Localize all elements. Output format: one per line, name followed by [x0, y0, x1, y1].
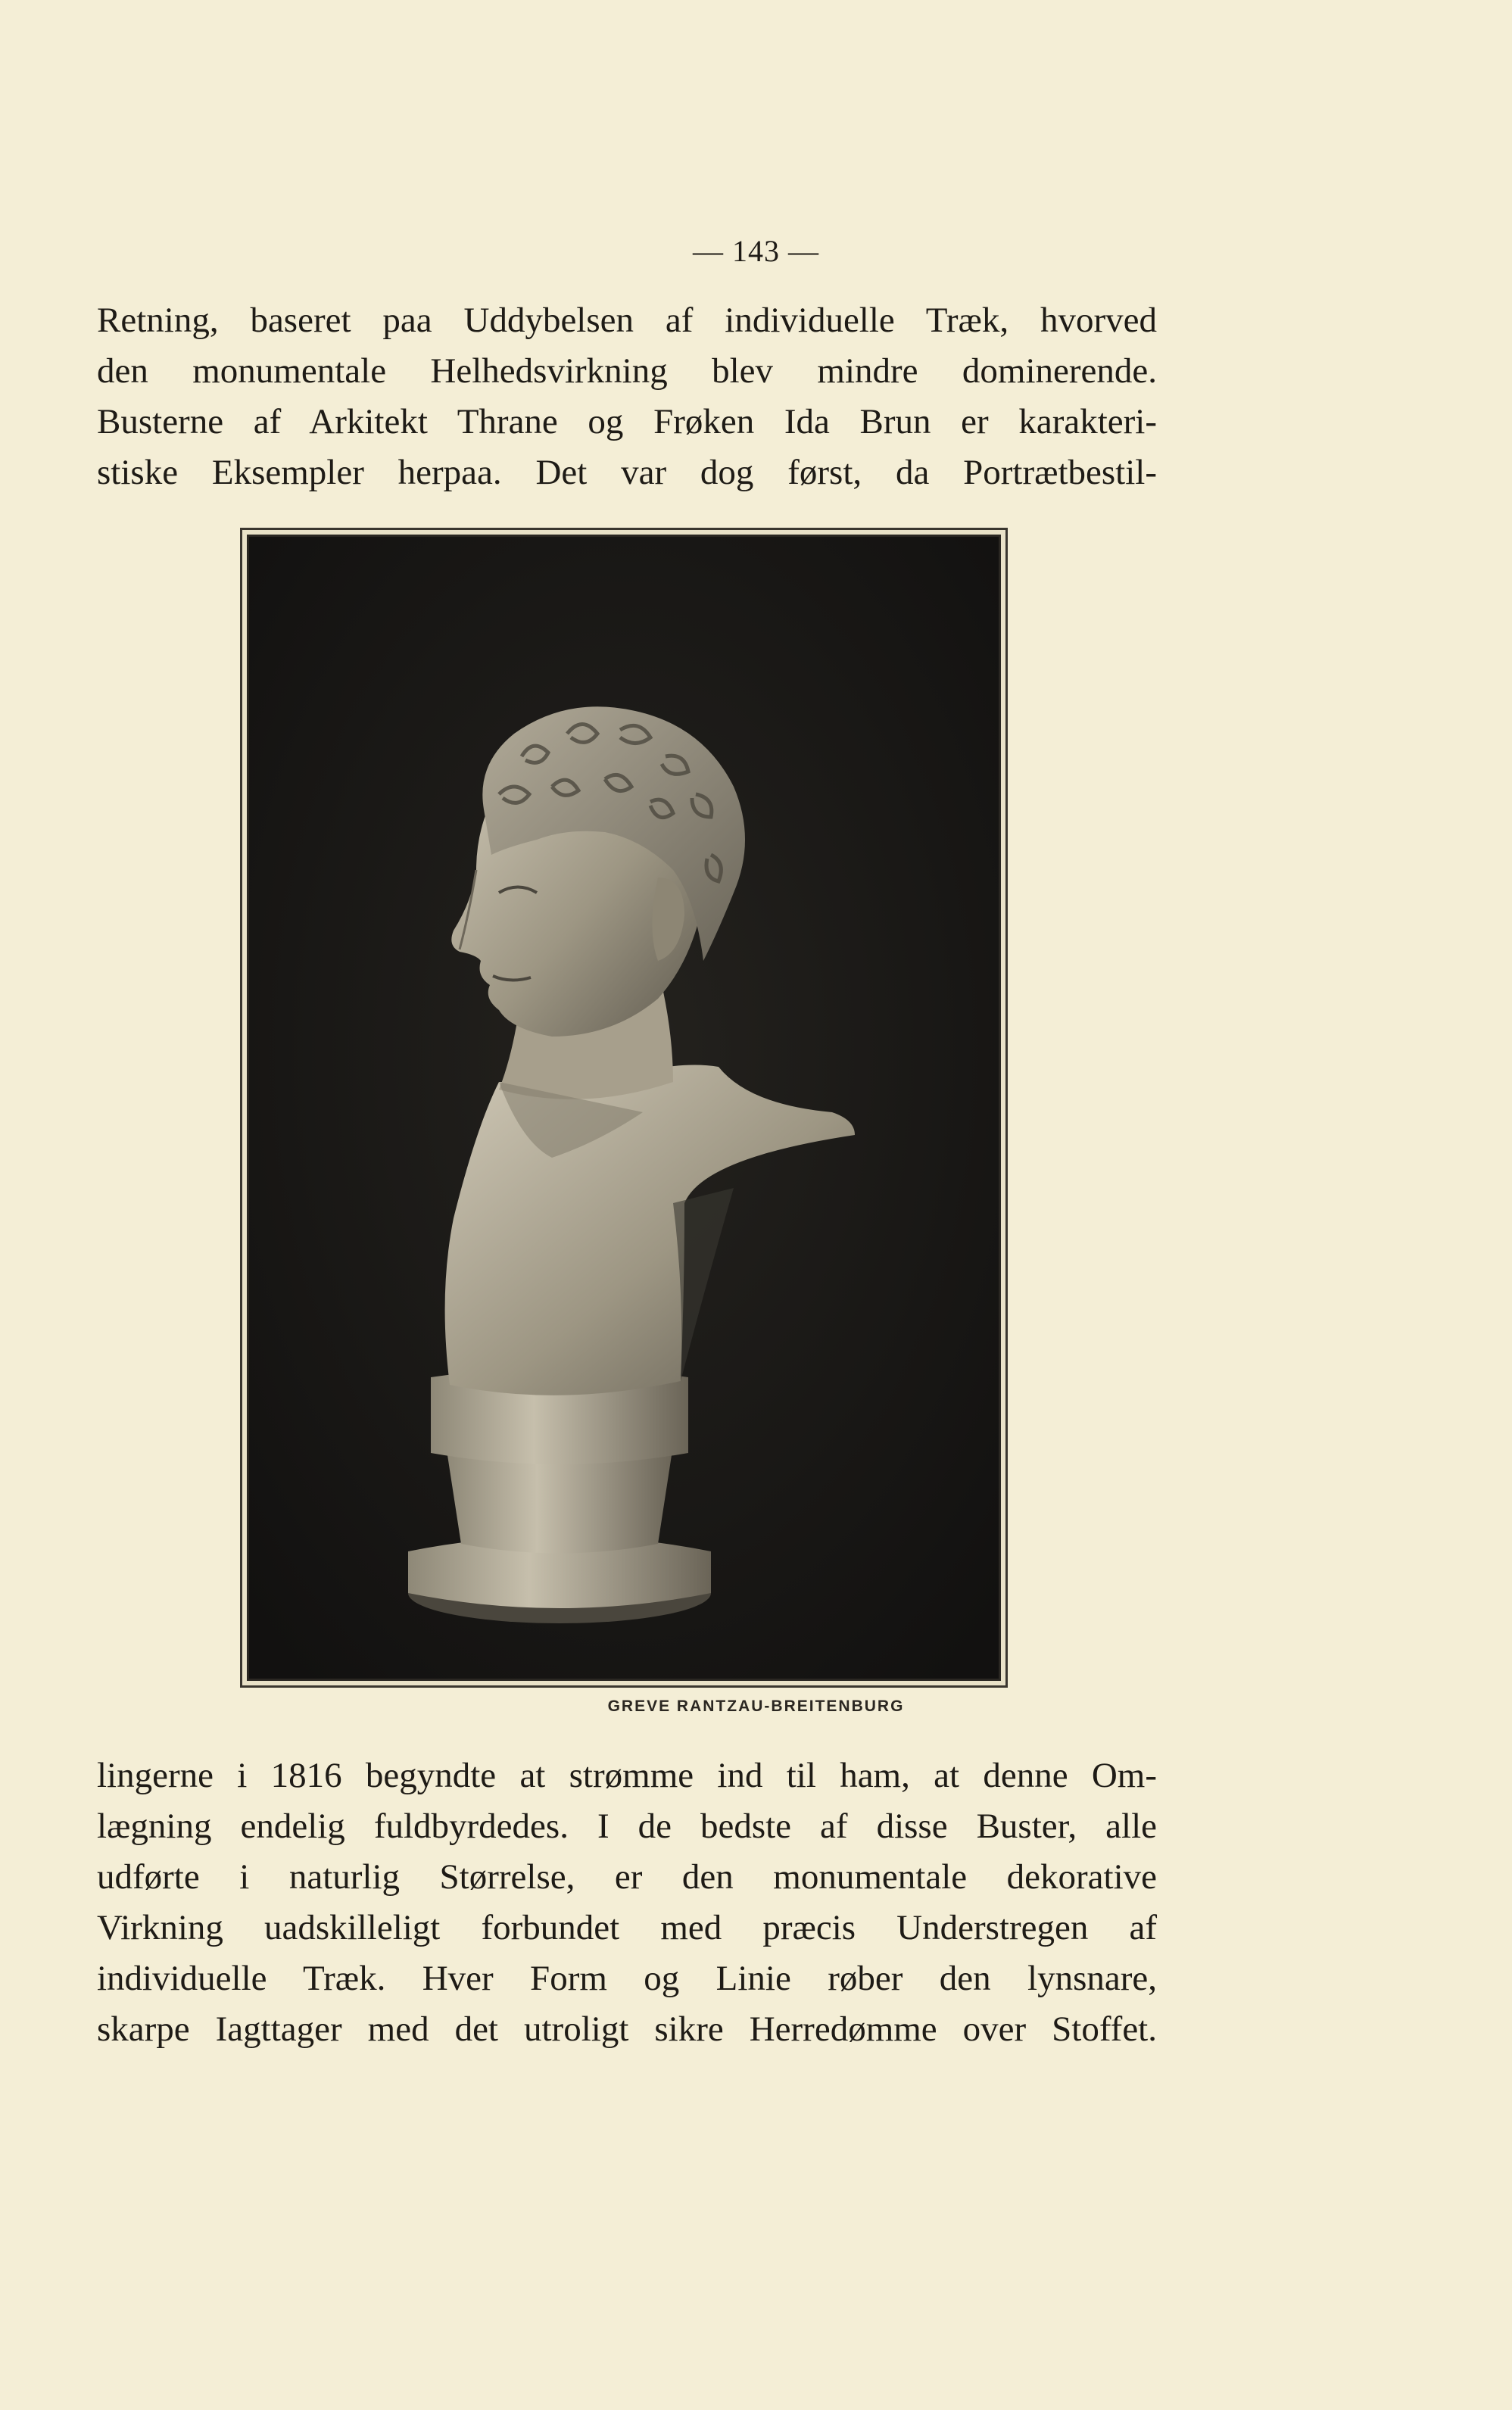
- text-line: stiske Eksempler herpaa. Det var dog først, da Portrætbestil-: [97, 453, 1157, 492]
- text-line: Virkning uadskilleligt forbundet med præcis Understregen af: [97, 1908, 1157, 1947]
- bust-photograph: [247, 535, 1001, 1681]
- text-line: Busterne af Arkitekt Thrane og Frøken Ida Brun er karakteri-: [97, 402, 1157, 441]
- text-line: lingerne i 1816 begyndte at strømme ind til ham, at denne Om-: [97, 1756, 1157, 1795]
- text-line: udførte i naturlig Størrelse, er den monumentale dekorative: [97, 1857, 1157, 1897]
- paragraph-top: [97, 295, 1157, 498]
- text-line: skarpe Iagttager med det utroligt sikre Herredømme over Stoffet.: [97, 2009, 1157, 2049]
- plate-caption: GREVE RANTZAU-BREITENBURG: [607, 1698, 905, 1715]
- text-line: lægning endelig fuldbyrdedes. I de bedste af disse Buster, alle: [97, 1807, 1157, 1846]
- paragraph-bottom: [97, 1751, 1157, 2055]
- text-line: den monumentale Helhedsvirkning blev mindre dominerende.: [97, 351, 1157, 391]
- page-number: — 143 —: [693, 234, 819, 268]
- bust-illustration: [249, 537, 999, 1679]
- text-line: individuelle Træk. Hver Form og Linie røber den lynsnare,: [97, 1959, 1157, 1998]
- text-line: Retning, baseret paa Uddybelsen af individuelle Træk, hvorved: [97, 301, 1157, 340]
